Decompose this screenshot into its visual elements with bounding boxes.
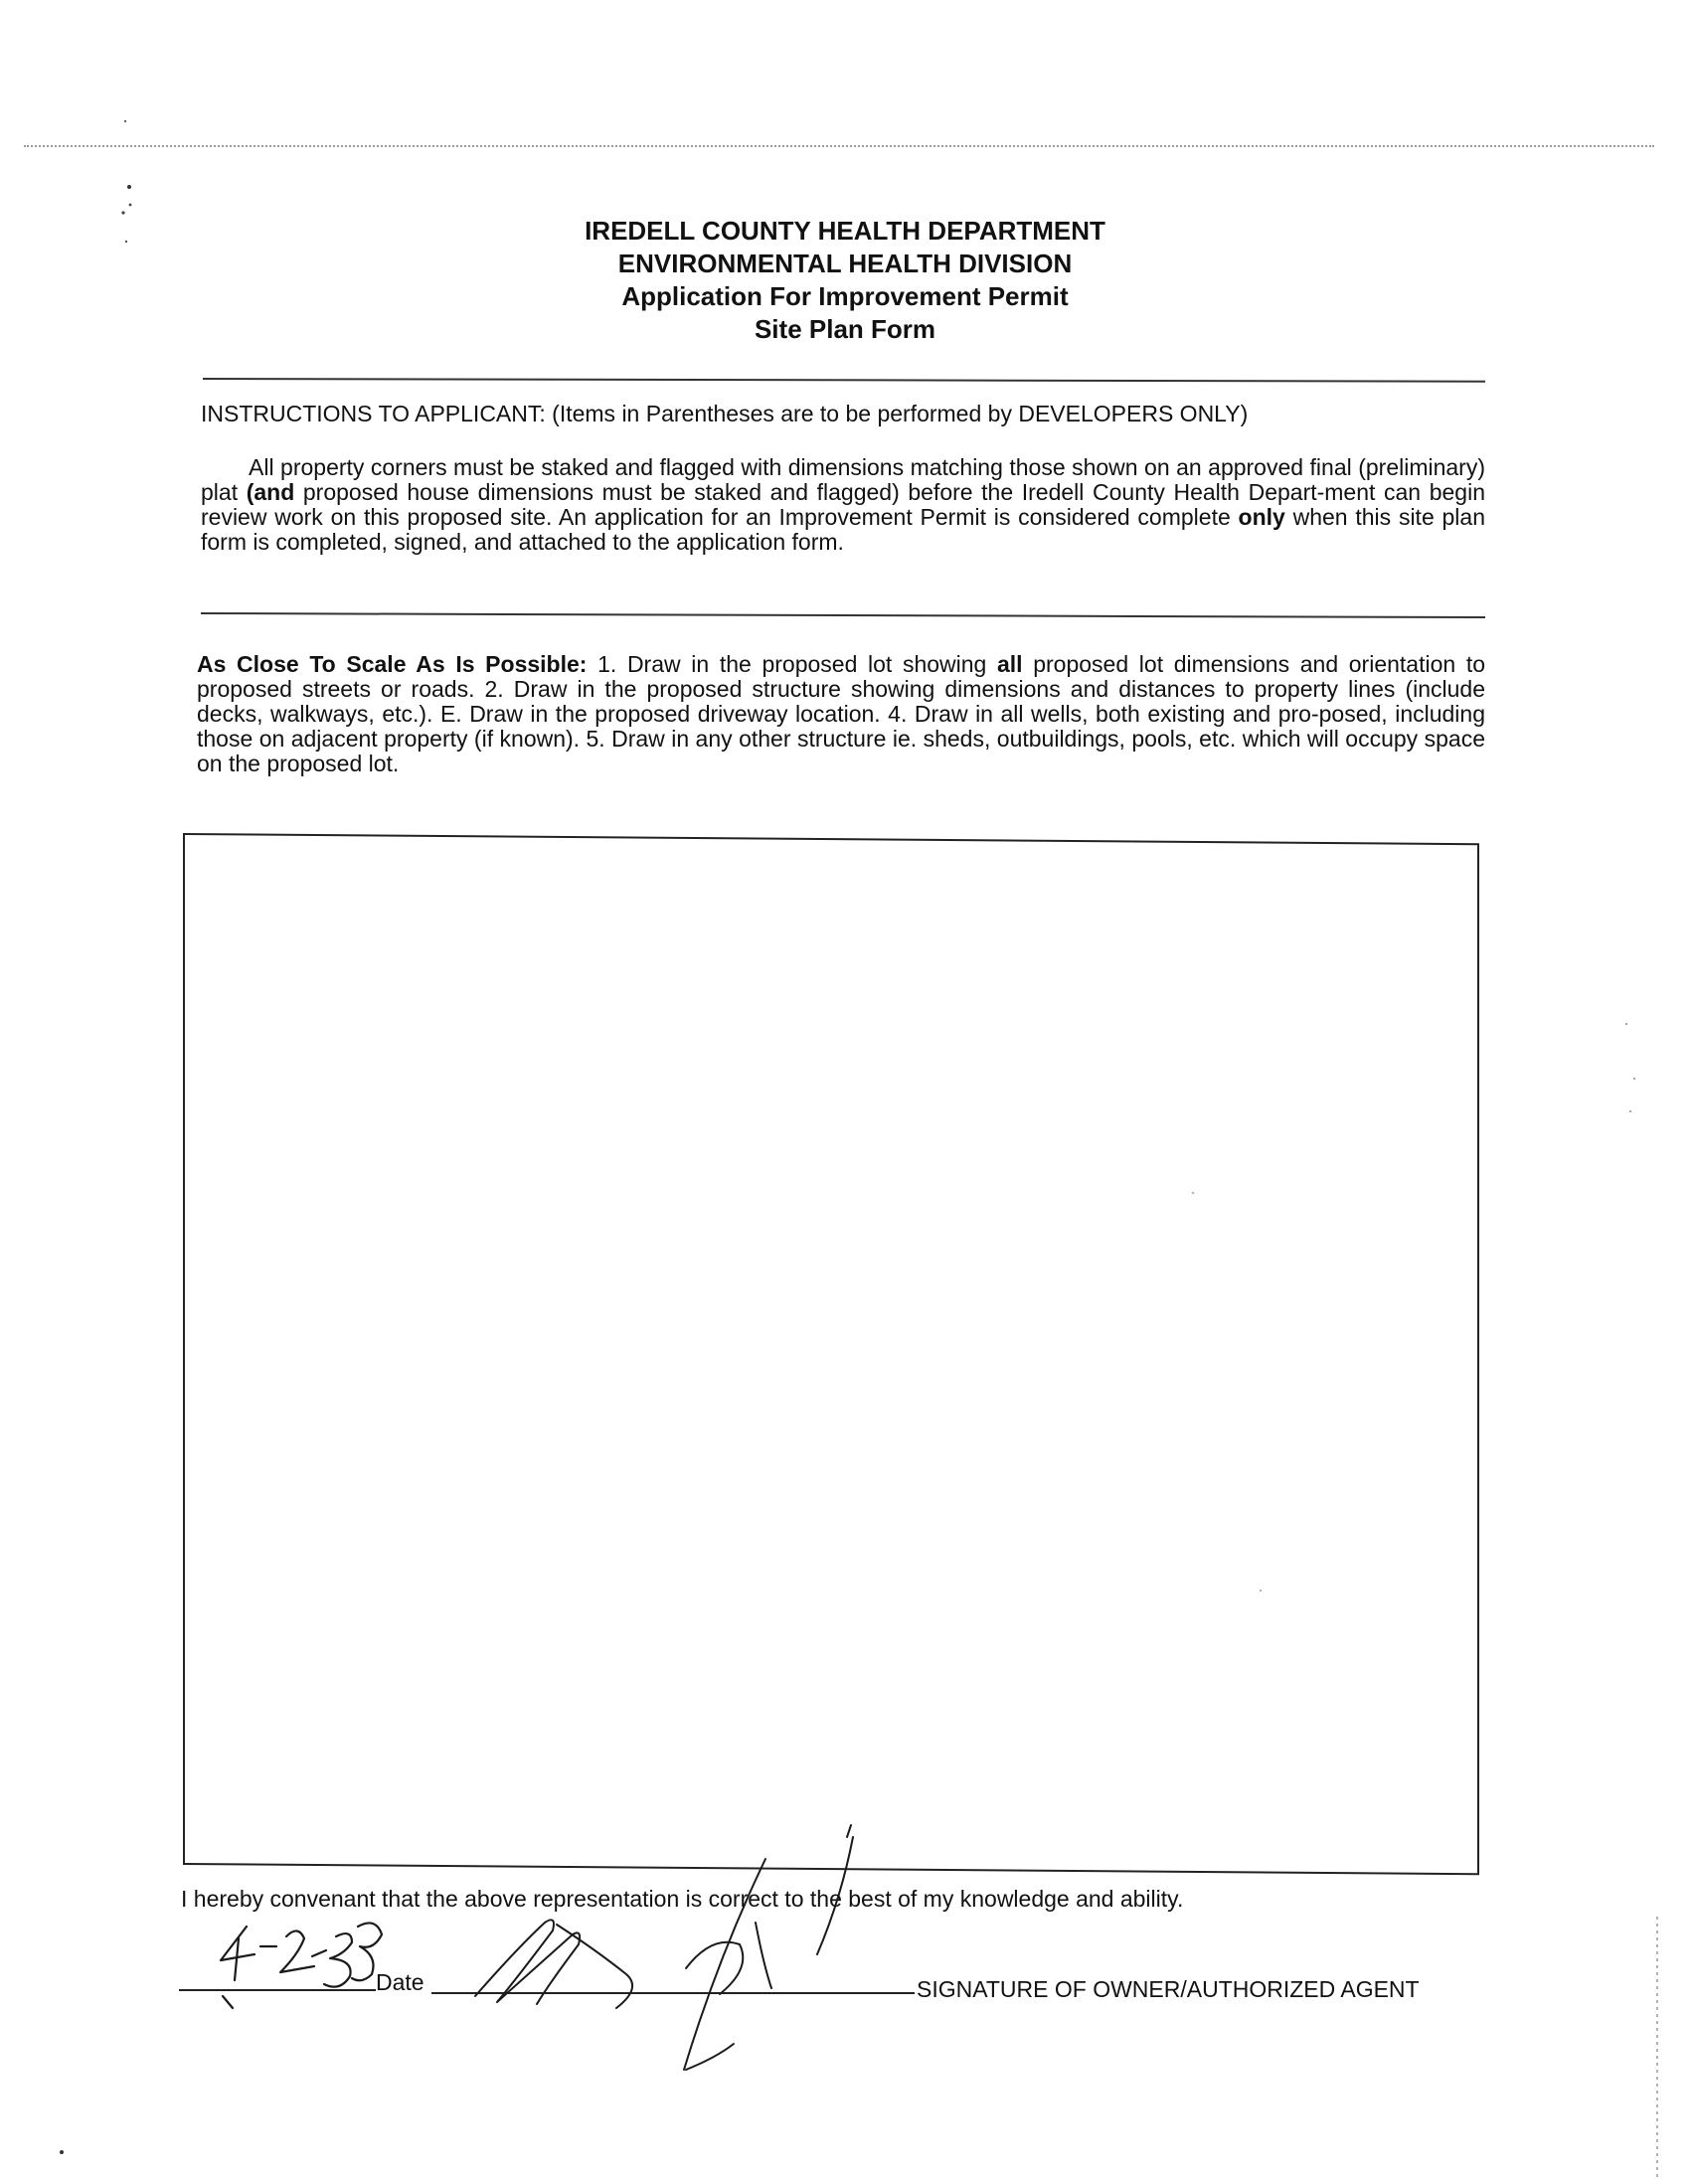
- scale-instructions: As Close To Scale As Is Possible: 1. Draw in the proposed lot showing all proposed lot dimensions and orientation to proposed streets or roads. 2. Draw in the proposed structure showing dimensions and distances to property lines (include decks, walkways, etc.). E. Draw in the proposed driveway location. 4. Draw in all wells, both existing and pro-posed, including those on adjacent property (if known). 5. Draw in any other structure ie. sheds, outbuildings, pools, etc. which will occupy space on the proposed lot.: [197, 651, 1486, 776]
- header-department: IREDELL COUNTY HEALTH DEPARTMENT: [585, 216, 1105, 246]
- header-division: ENVIRONMENTAL HEALTH DIVISION: [617, 249, 1073, 278]
- instructions-paragraph: All property corners must be staked and flagged with dimensions matching those shown on an approved final (preliminary) plat (and proposed house dimensions must be staked and flagged) before the Iredell County Health Depart-ment can begin review work on this proposed site. An application for an Improvement Permit is considered complete only when this site plan form is completed, signed, and attached to the application form.: [201, 454, 1485, 555]
- date-label: Date: [376, 1969, 424, 1995]
- certification-statement: I hereby convenant that the above representation is correct to the best of my knowledge and ability.: [181, 1886, 1184, 1912]
- header-application-title: Application For Improvement Permit: [621, 281, 1069, 311]
- handwritten-signature: [475, 1825, 853, 2070]
- signature-label: SIGNATURE OF OWNER/AUTHORIZED AGENT: [917, 1976, 1420, 2002]
- header-form-title: Site Plan Form: [754, 314, 936, 344]
- instructions-heading: INSTRUCTIONS TO APPLICANT: (Items in Parentheses are to be performed by DEVELOPERS ONLY): [201, 401, 1249, 426]
- handwritten-date: [221, 1923, 382, 2008]
